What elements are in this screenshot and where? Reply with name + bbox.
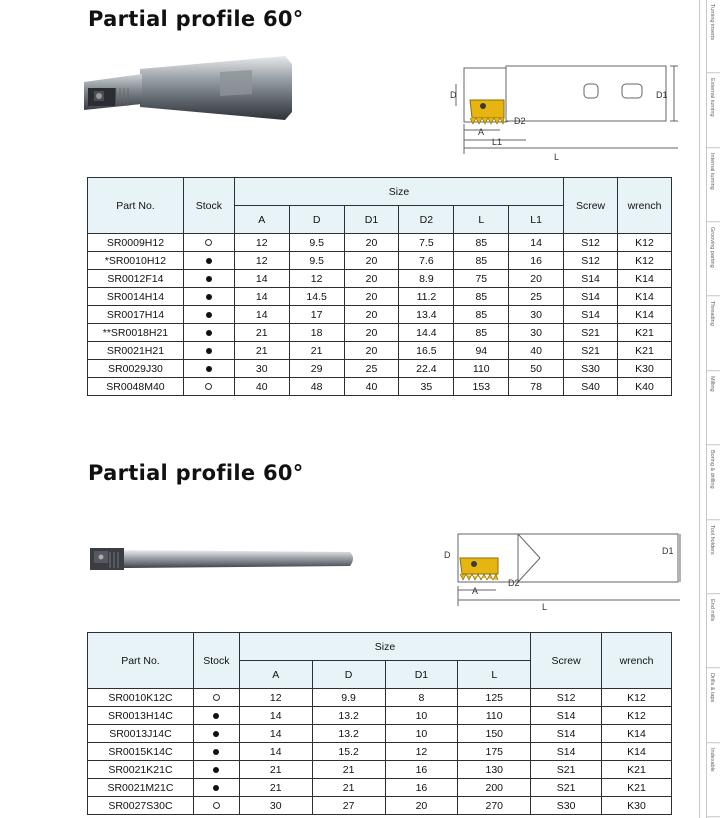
table-row <box>88 797 672 815</box>
in-stock-dot-icon <box>206 330 212 336</box>
size-cell-l: 125 <box>458 689 531 707</box>
wrench-cell: K21 <box>618 324 672 342</box>
size-cell-d1: 10 <box>385 725 458 743</box>
size-cell-a: 12 <box>234 234 289 252</box>
dim-label-d1: D1 <box>656 90 668 100</box>
header-part-no: Part No. <box>88 633 194 689</box>
in-stock-dot-icon <box>206 312 212 318</box>
side-tab-label: Indexable <box>709 747 715 772</box>
size-cell-l1: 30 <box>509 324 564 342</box>
wrench-cell: K14 <box>602 743 672 761</box>
size-cell-a: 12 <box>239 689 312 707</box>
header-screw: Screw <box>531 633 602 689</box>
in-stock-dot-icon <box>213 713 219 719</box>
screw-cell: S12 <box>564 234 618 252</box>
size-cell-l: 200 <box>458 779 531 797</box>
stock-cell <box>183 252 234 270</box>
in-stock-dot-icon <box>206 348 212 354</box>
side-tab-label: Tool holders <box>709 524 715 555</box>
stock-cell <box>183 324 234 342</box>
wrench-cell: K14 <box>618 306 672 324</box>
dim-label-l1: L1 <box>492 137 503 147</box>
size-cell-l: 175 <box>458 743 531 761</box>
side-tab-label: Turning inserts <box>709 4 715 41</box>
size-cell-l: 110 <box>454 360 509 378</box>
dim-label-l: L <box>554 152 560 162</box>
part-number-cell: SR0015K14C <box>88 743 194 761</box>
stock-cell <box>183 234 234 252</box>
size-cell-l1: 20 <box>509 270 564 288</box>
side-tab[interactable] <box>707 297 720 370</box>
size-cell-d1: 20 <box>385 797 458 815</box>
in-stock-dot-icon <box>213 767 219 773</box>
on-order-circle-icon <box>213 802 220 809</box>
size-cell-d: 9.5 <box>289 252 344 270</box>
table-row <box>88 306 672 324</box>
part-number-cell: SR0012F14 <box>88 270 184 288</box>
screw-cell: S21 <box>564 342 618 360</box>
dim2-label-d2: D2 <box>508 578 520 588</box>
size-cell-l1: 30 <box>509 306 564 324</box>
size-cell-l: 85 <box>454 252 509 270</box>
size-cell-l1: 50 <box>509 360 564 378</box>
screw-cell: S30 <box>564 360 618 378</box>
size-cell-d2: 8.9 <box>399 270 454 288</box>
table-row <box>88 743 672 761</box>
size-cell-d1: 20 <box>344 342 399 360</box>
dim2-label-d1: D1 <box>662 546 674 556</box>
screw-cell: S12 <box>531 689 602 707</box>
size-cell-a: 21 <box>239 779 312 797</box>
size-cell-d2: 7.5 <box>399 234 454 252</box>
stock-cell <box>193 725 239 743</box>
dim-label-d2: D2 <box>514 116 526 126</box>
table-row <box>88 360 672 378</box>
size-cell-a: 14 <box>234 306 289 324</box>
side-tab[interactable] <box>707 521 720 594</box>
size-cell-d: 21 <box>312 779 385 797</box>
size-cell-d: 17 <box>289 306 344 324</box>
dim2-label-d: D <box>444 550 451 560</box>
size-cell-d2: 16.5 <box>399 342 454 360</box>
part-number-cell: SR0013J14C <box>88 725 194 743</box>
side-tab-label: Drills & taps <box>709 673 715 703</box>
size-cell-d2: 14.4 <box>399 324 454 342</box>
size-cell-d: 18 <box>289 324 344 342</box>
table-row <box>88 342 672 360</box>
wrench-cell: K21 <box>602 761 672 779</box>
size-column-header: L1 <box>509 206 564 234</box>
spec-table-2 <box>87 632 672 815</box>
size-cell-d1: 20 <box>344 252 399 270</box>
screw-cell: S14 <box>531 725 602 743</box>
table-row <box>88 378 672 396</box>
screw-cell: S40 <box>564 378 618 396</box>
stock-cell <box>193 779 239 797</box>
screw-cell: S14 <box>564 306 618 324</box>
side-tab[interactable] <box>707 446 720 519</box>
dim-label-a: A <box>478 127 485 137</box>
size-cell-d2: 35 <box>399 378 454 396</box>
part-number-cell: SR0009H12 <box>88 234 184 252</box>
part-number-cell: SR0017H14 <box>88 306 184 324</box>
screw-cell: S21 <box>564 324 618 342</box>
size-cell-d: 48 <box>289 378 344 396</box>
size-cell-d: 12 <box>289 270 344 288</box>
screw-cell: S21 <box>531 779 602 797</box>
wrench-cell: K12 <box>618 234 672 252</box>
side-tab-label: Boring & drilling <box>709 450 715 489</box>
side-tab-label: Grooving parting <box>709 227 715 268</box>
table-row <box>88 252 672 270</box>
size-cell-d1: 20 <box>344 306 399 324</box>
size-cell-d: 27 <box>312 797 385 815</box>
table-row <box>88 779 672 797</box>
screw-cell: S14 <box>531 743 602 761</box>
part-number-cell: SR0021H21 <box>88 342 184 360</box>
screw-cell: S30 <box>531 797 602 815</box>
in-stock-dot-icon <box>206 258 212 264</box>
size-cell-d2: 13.4 <box>399 306 454 324</box>
stock-cell <box>193 761 239 779</box>
size-column-header: A <box>239 661 312 689</box>
header-screw: Screw <box>564 178 618 234</box>
wrench-cell: K21 <box>618 342 672 360</box>
dim-label-d: D <box>450 90 457 100</box>
in-stock-dot-icon <box>213 749 219 755</box>
on-order-circle-icon <box>205 383 212 390</box>
part-number-cell: SR0029J30 <box>88 360 184 378</box>
size-cell-l: 94 <box>454 342 509 360</box>
size-cell-l1: 25 <box>509 288 564 306</box>
side-tab-strip <box>706 0 720 818</box>
header-wrench: wrench <box>602 633 672 689</box>
size-cell-d: 13.2 <box>312 725 385 743</box>
in-stock-dot-icon <box>206 294 212 300</box>
size-cell-a: 21 <box>234 342 289 360</box>
size-cell-l: 85 <box>454 288 509 306</box>
side-tab[interactable] <box>707 669 720 742</box>
size-cell-d: 14.5 <box>289 288 344 306</box>
stock-cell <box>183 270 234 288</box>
side-tab-label: External turning <box>709 78 715 117</box>
size-cell-d1: 16 <box>385 779 458 797</box>
size-cell-l: 153 <box>454 378 509 396</box>
spec-table-1 <box>87 177 672 396</box>
wrench-cell: K12 <box>602 689 672 707</box>
size-cell-a: 14 <box>234 288 289 306</box>
header-size: Size <box>239 633 530 661</box>
size-column-header: A <box>234 206 289 234</box>
side-tab-label: Milling <box>709 375 715 392</box>
side-tab-label: Threading <box>709 301 715 327</box>
wrench-cell: K30 <box>602 797 672 815</box>
header-stock: Stock <box>183 178 234 234</box>
side-tab[interactable] <box>707 372 720 445</box>
page-edge-divider <box>699 0 700 818</box>
technical-drawing-1 <box>446 58 686 168</box>
stock-cell <box>183 288 234 306</box>
part-number-cell: SR0013H14C <box>88 707 194 725</box>
side-tab[interactable] <box>707 223 720 296</box>
size-cell-a: 21 <box>239 761 312 779</box>
size-cell-a: 21 <box>234 324 289 342</box>
part-number-cell: SR0021K21C <box>88 761 194 779</box>
on-order-circle-icon <box>213 694 220 701</box>
size-cell-d: 9.5 <box>289 234 344 252</box>
size-cell-l: 85 <box>454 324 509 342</box>
header-wrench: wrench <box>618 178 672 234</box>
stock-cell <box>183 360 234 378</box>
in-stock-dot-icon <box>213 731 219 737</box>
wrench-cell: K14 <box>602 725 672 743</box>
size-cell-d: 9.9 <box>312 689 385 707</box>
size-column-header: D1 <box>344 206 399 234</box>
stock-cell <box>193 743 239 761</box>
wrench-cell: K12 <box>618 252 672 270</box>
side-tab[interactable] <box>707 74 720 147</box>
header-size: Size <box>234 178 563 206</box>
size-cell-l: 85 <box>454 306 509 324</box>
size-column-header: D2 <box>399 206 454 234</box>
size-cell-l: 150 <box>458 725 531 743</box>
side-tab-label: End mills <box>709 598 715 622</box>
in-stock-dot-icon <box>213 785 219 791</box>
size-cell-d2: 11.2 <box>399 288 454 306</box>
part-number-cell: *SR0010H12 <box>88 252 184 270</box>
size-column-header: D <box>312 661 385 689</box>
size-cell-d2: 7.6 <box>399 252 454 270</box>
size-cell-a: 30 <box>239 797 312 815</box>
wrench-cell: K21 <box>602 779 672 797</box>
header-stock: Stock <box>193 633 239 689</box>
size-cell-d1: 20 <box>344 324 399 342</box>
size-cell-a: 40 <box>234 378 289 396</box>
table-row <box>88 288 672 306</box>
table-row <box>88 761 672 779</box>
header-part-no: Part No. <box>88 178 184 234</box>
table-row <box>88 270 672 288</box>
table-row <box>88 324 672 342</box>
size-cell-d1: 16 <box>385 761 458 779</box>
on-order-circle-icon <box>205 239 212 246</box>
table-row <box>88 707 672 725</box>
wrench-cell: K30 <box>618 360 672 378</box>
stock-cell <box>193 707 239 725</box>
size-cell-l: 270 <box>458 797 531 815</box>
table-row <box>88 689 672 707</box>
size-cell-l1: 78 <box>509 378 564 396</box>
size-column-header: L <box>458 661 531 689</box>
size-cell-d: 29 <box>289 360 344 378</box>
size-cell-l1: 16 <box>509 252 564 270</box>
in-stock-dot-icon <box>206 366 212 372</box>
size-column-header: L <box>454 206 509 234</box>
screw-cell: S12 <box>564 252 618 270</box>
size-column-header: D1 <box>385 661 458 689</box>
stock-cell <box>183 378 234 396</box>
section1-title: Partial profile 60° <box>88 7 304 31</box>
screw-cell: S21 <box>531 761 602 779</box>
product-photo-1 <box>80 44 295 134</box>
stock-cell <box>183 342 234 360</box>
size-cell-d1: 25 <box>344 360 399 378</box>
wrench-cell: K14 <box>618 288 672 306</box>
wrench-cell: K12 <box>602 707 672 725</box>
table-row <box>88 234 672 252</box>
in-stock-dot-icon <box>206 276 212 282</box>
dim2-label-a: A <box>472 586 479 596</box>
product-photo-2 <box>88 540 358 580</box>
size-column-header: D <box>289 206 344 234</box>
size-cell-d2: 22.4 <box>399 360 454 378</box>
size-cell-d: 21 <box>312 761 385 779</box>
part-number-cell: SR0014H14 <box>88 288 184 306</box>
size-cell-l: 75 <box>454 270 509 288</box>
wrench-cell: K14 <box>618 270 672 288</box>
part-number-cell: SR0010K12C <box>88 689 194 707</box>
size-cell-d1: 10 <box>385 707 458 725</box>
size-cell-d: 13.2 <box>312 707 385 725</box>
part-number-cell: **SR0018H21 <box>88 324 184 342</box>
screw-cell: S14 <box>531 707 602 725</box>
size-cell-l: 110 <box>458 707 531 725</box>
size-cell-d: 15.2 <box>312 743 385 761</box>
part-number-cell: SR0021M21C <box>88 779 194 797</box>
side-tab-label: Internal turning <box>709 152 715 190</box>
size-cell-d: 21 <box>289 342 344 360</box>
dim2-label-l: L <box>542 602 548 612</box>
part-number-cell: SR0048M40 <box>88 378 184 396</box>
size-cell-d1: 12 <box>385 743 458 761</box>
stock-cell <box>193 797 239 815</box>
size-cell-l1: 40 <box>509 342 564 360</box>
side-tab[interactable] <box>707 0 720 73</box>
size-cell-d1: 20 <box>344 234 399 252</box>
screw-cell: S14 <box>564 288 618 306</box>
size-cell-a: 14 <box>234 270 289 288</box>
stock-cell <box>193 689 239 707</box>
technical-drawing-2 <box>440 528 690 612</box>
side-tab[interactable] <box>707 595 720 668</box>
screw-cell: S14 <box>564 270 618 288</box>
size-cell-d1: 8 <box>385 689 458 707</box>
size-cell-l1: 14 <box>509 234 564 252</box>
size-cell-a: 12 <box>234 252 289 270</box>
size-cell-d1: 40 <box>344 378 399 396</box>
stock-cell <box>183 306 234 324</box>
size-cell-a: 14 <box>239 743 312 761</box>
table-row <box>88 725 672 743</box>
size-cell-d1: 20 <box>344 270 399 288</box>
size-cell-d1: 20 <box>344 288 399 306</box>
size-cell-a: 14 <box>239 707 312 725</box>
size-cell-a: 14 <box>239 725 312 743</box>
size-cell-a: 30 <box>234 360 289 378</box>
wrench-cell: K40 <box>618 378 672 396</box>
side-tab[interactable] <box>707 744 720 817</box>
side-tab[interactable] <box>707 149 720 222</box>
section2-title: Partial profile 60° <box>88 461 304 485</box>
part-number-cell: SR0027S30C <box>88 797 194 815</box>
size-cell-l: 85 <box>454 234 509 252</box>
size-cell-l: 130 <box>458 761 531 779</box>
